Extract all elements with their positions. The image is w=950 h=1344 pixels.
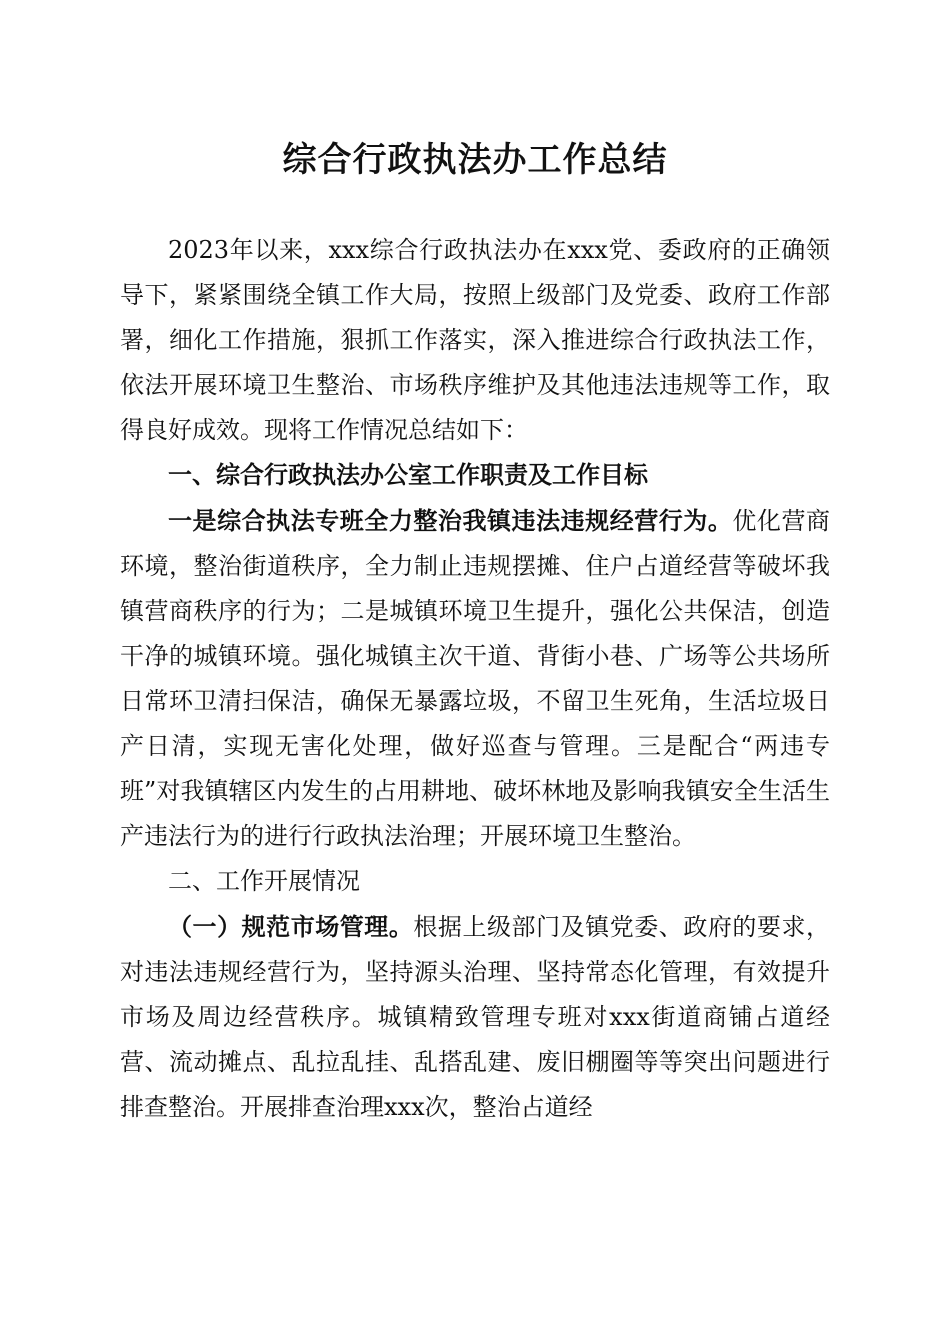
section-2-sub-body: 根据上级部门及镇党委、政府的要求，对违法违规经营行为，坚持源头治理、坚持常态化管理，有效提升市场及周边经营秩序。城镇精致管理专班对xxx街道商铺占道经营、流动摊点、乱拉乱挂、乱搭乱建、废旧棚圈等等突出问题进行排查整治。开展排查治理xxx次，整治占道经 xyxy=(120,913,831,1121)
section-1-paragraph xyxy=(120,498,830,859)
section-2-paragraph xyxy=(120,904,830,1130)
section-1-body: 优化营商环境，整治街道秩序，全力制止违规摆摊、住户占道经营等破坏我镇营商秩序的行为；二是城镇环境卫生提升，强化公共保洁，创造干净的城镇环境。强化城镇主次干道、背街小巷、广场等公共场所日常环卫清扫保洁，确保无暴露垃圾，不留卫生死角，生活垃圾日产日清，实现无害化处理，做好巡查与管理。三是配合“两违专班”对我镇辖区内发生的占用耕地、破坏林地及影响我镇安全生活生产违法行为的进行行政执法治理；开展环境卫生整治。 xyxy=(120,507,831,850)
section-2-heading: 二、工作开展情况 xyxy=(168,867,360,895)
intro-paragraph: 2023年以来，xxx综合行政执法办在xxx党、委政府的正确领导下，紧紧围绕全镇工作大局，按照上级部门及党委、政府工作部署，细化工作措施，狠抓工作落实，深入推进综合行政执法工作，依法开展环境卫生整治、市场秩序维护及其他违法违规等工作，取得良好成效。现将工作情况总结如下： xyxy=(120,236,830,444)
section-1-lead: 一是综合执法专班全力整治我镇违法违规经营行为。 xyxy=(168,506,733,535)
document-title: 综合行政执法办工作总结 xyxy=(282,140,668,180)
section-2-sub-lead: （一）规范市场管理。 xyxy=(168,912,414,941)
section-1-heading: 一、综合行政执法办公室工作职责及工作目标 xyxy=(168,461,648,489)
document-body xyxy=(120,228,830,1130)
